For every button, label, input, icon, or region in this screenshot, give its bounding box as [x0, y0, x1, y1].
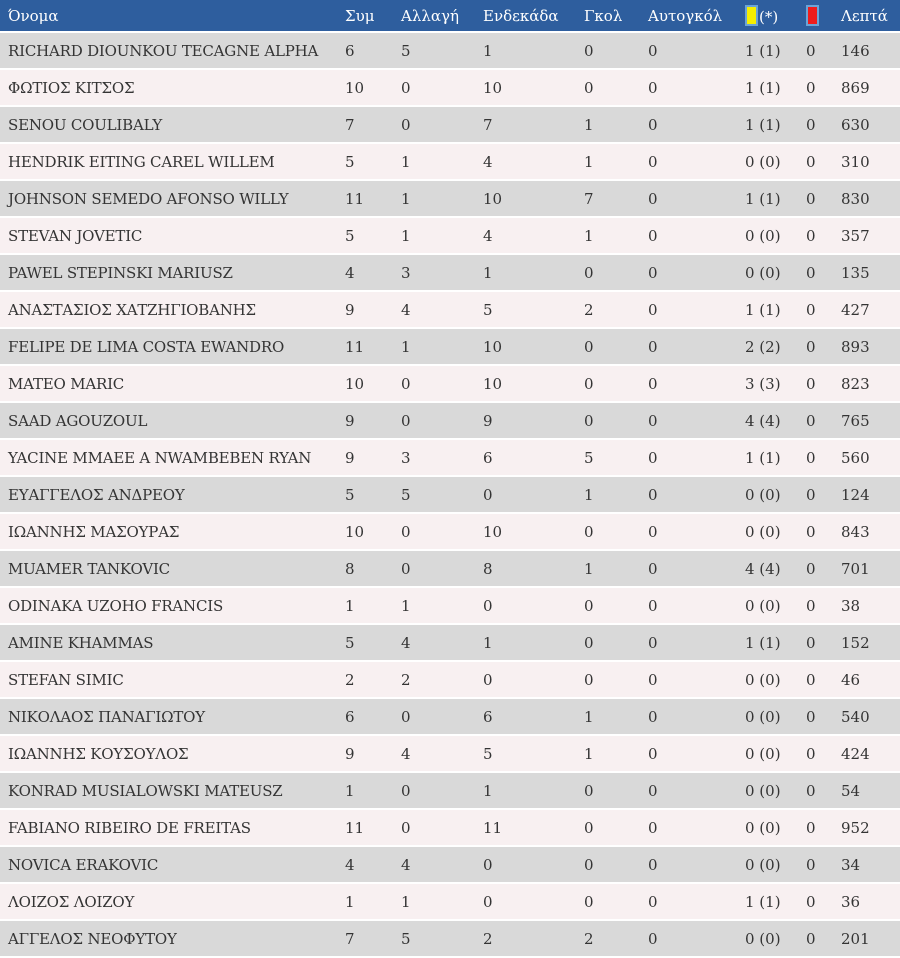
player-name-cell: YACINE MMAEE A NWAMBEBEN RYAN — [0, 440, 343, 475]
red-cards-cell: 0 — [804, 403, 839, 438]
substitutions-cell: 0 — [399, 773, 481, 808]
substitutions-cell: 0 — [399, 810, 481, 845]
player-name-cell: SAAD AGOUZOUL — [0, 403, 343, 438]
minutes-cell: 765 — [839, 403, 900, 438]
goals-cell: 0 — [582, 514, 646, 549]
appearances-cell: 11 — [343, 329, 399, 364]
player-name-cell: FELIPE DE LIMA COSTA EWANDRO — [0, 329, 343, 364]
yellow-cards-cell: 1 (1) — [743, 33, 804, 68]
red-cards-cell: 0 — [804, 33, 839, 68]
own-goals-cell: 0 — [646, 218, 743, 253]
own-goals-cell: 0 — [646, 625, 743, 660]
table-row — [0, 33, 900, 68]
yellow-cards-label: (*) — [759, 8, 779, 26]
own-goals-cell: 0 — [646, 255, 743, 290]
goals-cell: 0 — [582, 70, 646, 105]
table-row — [0, 292, 900, 327]
yellow-cards-cell: 3 (3) — [743, 366, 804, 401]
minutes-cell: 46 — [839, 662, 900, 697]
header-row — [0, 0, 900, 31]
starting-eleven-cell: 10 — [481, 366, 582, 401]
table-row — [0, 255, 900, 290]
player-name-cell: ΑΓΓΕΛΟΣ ΝΕΟΦΥΤΟΥ — [0, 921, 343, 956]
minutes-cell: 135 — [839, 255, 900, 290]
red-cards-cell: 0 — [804, 699, 839, 734]
goals-cell: 1 — [582, 736, 646, 771]
player-name-cell: STEFAN SIMIC — [0, 662, 343, 697]
appearances-cell: 5 — [343, 625, 399, 660]
own-goals-cell: 0 — [646, 440, 743, 475]
red-cards-cell: 0 — [804, 662, 839, 697]
starting-eleven-cell: 0 — [481, 662, 582, 697]
appearances-cell: 5 — [343, 218, 399, 253]
substitutions-cell: 0 — [399, 699, 481, 734]
minutes-cell: 124 — [839, 477, 900, 512]
yellow-cards-cell: 0 (0) — [743, 218, 804, 253]
appearances-cell: 9 — [343, 736, 399, 771]
own-goals-cell: 0 — [646, 588, 743, 623]
minutes-cell: 34 — [839, 847, 900, 882]
yellow-cards-cell: 4 (4) — [743, 403, 804, 438]
red-cards-cell: 0 — [804, 181, 839, 216]
substitutions-cell: 5 — [399, 921, 481, 956]
minutes-cell: 54 — [839, 773, 900, 808]
own-goals-cell: 0 — [646, 662, 743, 697]
appearances-cell: 11 — [343, 181, 399, 216]
goals-cell: 0 — [582, 588, 646, 623]
player-name-cell: ΕΥΑΓΓΕΛΟΣ ΑΝΔΡΕΟΥ — [0, 477, 343, 512]
player-name-cell: FABIANO RIBEIRO DE FREITAS — [0, 810, 343, 845]
table-row — [0, 736, 900, 771]
red-cards-cell: 0 — [804, 625, 839, 660]
goals-cell: 1 — [582, 551, 646, 586]
own-goals-cell: 0 — [646, 884, 743, 919]
yellow-cards-cell: 0 (0) — [743, 699, 804, 734]
goals-cell: 0 — [582, 33, 646, 68]
column-header-minutes: Λεπτά — [839, 0, 900, 31]
table-row — [0, 921, 900, 956]
red-cards-cell: 0 — [804, 884, 839, 919]
starting-eleven-cell: 1 — [481, 773, 582, 808]
yellow-cards-cell: 1 (1) — [743, 625, 804, 660]
red-cards-cell: 0 — [804, 477, 839, 512]
substitutions-cell: 1 — [399, 329, 481, 364]
minutes-cell: 952 — [839, 810, 900, 845]
goals-cell: 0 — [582, 625, 646, 660]
starting-eleven-cell: 5 — [481, 292, 582, 327]
substitutions-cell: 2 — [399, 662, 481, 697]
appearances-cell: 1 — [343, 773, 399, 808]
appearances-cell: 11 — [343, 810, 399, 845]
player-name-cell: ΙΩΑΝΝΗΣ ΚΟΥΣΟΥΛΟΣ — [0, 736, 343, 771]
appearances-cell: 5 — [343, 144, 399, 179]
starting-eleven-cell: 5 — [481, 736, 582, 771]
appearances-cell: 6 — [343, 33, 399, 68]
appearances-cell: 9 — [343, 292, 399, 327]
yellow-cards-cell: 0 (0) — [743, 255, 804, 290]
table-row — [0, 477, 900, 512]
red-cards-cell: 0 — [804, 70, 839, 105]
minutes-cell: 893 — [839, 329, 900, 364]
appearances-cell: 1 — [343, 884, 399, 919]
table-row — [0, 551, 900, 586]
red-cards-cell: 0 — [804, 514, 839, 549]
starting-eleven-cell: 2 — [481, 921, 582, 956]
yellow-cards-cell: 0 (0) — [743, 736, 804, 771]
substitutions-cell: 0 — [399, 70, 481, 105]
appearances-cell: 1 — [343, 588, 399, 623]
starting-eleven-cell: 11 — [481, 810, 582, 845]
own-goals-cell: 0 — [646, 477, 743, 512]
player-name-cell: HENDRIK EITING CAREL WILLEM — [0, 144, 343, 179]
red-cards-cell: 0 — [804, 329, 839, 364]
goals-cell: 1 — [582, 218, 646, 253]
yellow-cards-cell: 0 (0) — [743, 662, 804, 697]
appearances-cell: 5 — [343, 477, 399, 512]
goals-cell: 0 — [582, 773, 646, 808]
minutes-cell: 701 — [839, 551, 900, 586]
player-name-cell: ΝΙΚΟΛΑΟΣ ΠΑΝΑΓΙΩΤΟΥ — [0, 699, 343, 734]
minutes-cell: 38 — [839, 588, 900, 623]
yellow-cards-cell: 1 (1) — [743, 70, 804, 105]
player-name-cell: ΦΩΤΙΟΣ ΚΙΤΣΟΣ — [0, 70, 343, 105]
substitutions-cell: 4 — [399, 736, 481, 771]
column-header-name: Όνομα — [0, 0, 343, 31]
goals-cell: 0 — [582, 255, 646, 290]
minutes-cell: 146 — [839, 33, 900, 68]
player-name-cell: AMINE KHAMMAS — [0, 625, 343, 660]
starting-eleven-cell: 0 — [481, 588, 582, 623]
table-row — [0, 366, 900, 401]
appearances-cell: 10 — [343, 70, 399, 105]
column-header-goals: Γκολ — [582, 0, 646, 31]
minutes-cell: 36 — [839, 884, 900, 919]
minutes-cell: 427 — [839, 292, 900, 327]
appearances-cell: 2 — [343, 662, 399, 697]
minutes-cell: 630 — [839, 107, 900, 142]
own-goals-cell: 0 — [646, 699, 743, 734]
red-cards-cell: 0 — [804, 736, 839, 771]
table-row — [0, 773, 900, 808]
starting-eleven-cell: 1 — [481, 625, 582, 660]
substitutions-cell: 1 — [399, 181, 481, 216]
starting-eleven-cell: 10 — [481, 70, 582, 105]
table-row — [0, 847, 900, 882]
starting-eleven-cell: 8 — [481, 551, 582, 586]
appearances-cell: 7 — [343, 107, 399, 142]
substitutions-cell: 4 — [399, 292, 481, 327]
table-row — [0, 144, 900, 179]
minutes-cell: 152 — [839, 625, 900, 660]
appearances-cell: 10 — [343, 514, 399, 549]
substitutions-cell: 0 — [399, 107, 481, 142]
own-goals-cell: 0 — [646, 181, 743, 216]
goals-cell: 7 — [582, 181, 646, 216]
red-cards-cell: 0 — [804, 551, 839, 586]
yellow-card-icon — [745, 5, 758, 26]
substitutions-cell: 1 — [399, 218, 481, 253]
starting-eleven-cell: 0 — [481, 477, 582, 512]
starting-eleven-cell: 9 — [481, 403, 582, 438]
minutes-cell: 830 — [839, 181, 900, 216]
yellow-cards-cell: 1 (1) — [743, 884, 804, 919]
substitutions-cell: 0 — [399, 403, 481, 438]
starting-eleven-cell: 10 — [481, 329, 582, 364]
own-goals-cell: 0 — [646, 33, 743, 68]
column-header-starting-eleven: Ενδεκάδα — [481, 0, 582, 31]
table-row — [0, 181, 900, 216]
yellow-cards-cell: 0 (0) — [743, 588, 804, 623]
red-cards-cell: 0 — [804, 588, 839, 623]
appearances-cell: 8 — [343, 551, 399, 586]
red-card-icon — [806, 5, 819, 26]
own-goals-cell: 0 — [646, 70, 743, 105]
starting-eleven-cell: 4 — [481, 144, 582, 179]
table-row — [0, 440, 900, 475]
own-goals-cell: 0 — [646, 366, 743, 401]
player-name-cell: ΑΝΑΣΤΑΣΙΟΣ ΧΑΤΖΗΓΙΟΒΑΝΗΣ — [0, 292, 343, 327]
goals-cell: 1 — [582, 144, 646, 179]
table-row — [0, 70, 900, 105]
yellow-cards-cell: 0 (0) — [743, 921, 804, 956]
goals-cell: 1 — [582, 699, 646, 734]
starting-eleven-cell: 1 — [481, 255, 582, 290]
yellow-cards-cell: 0 (0) — [743, 810, 804, 845]
goals-cell: 5 — [582, 440, 646, 475]
player-name-cell: SENOU COULIBALY — [0, 107, 343, 142]
player-name-cell: ODINAKA UZOHO FRANCIS — [0, 588, 343, 623]
player-name-cell: JOHNSON SEMEDO AFONSO WILLY — [0, 181, 343, 216]
substitutions-cell: 5 — [399, 33, 481, 68]
player-name-cell: RICHARD DIOUNKOU TECAGNE ALPHA — [0, 33, 343, 68]
table-row — [0, 107, 900, 142]
minutes-cell: 869 — [839, 70, 900, 105]
red-cards-cell: 0 — [804, 107, 839, 142]
minutes-cell: 357 — [839, 218, 900, 253]
yellow-cards-cell: 0 (0) — [743, 477, 804, 512]
goals-cell: 0 — [582, 810, 646, 845]
column-header-red-cards — [804, 0, 839, 31]
own-goals-cell: 0 — [646, 551, 743, 586]
appearances-cell: 9 — [343, 403, 399, 438]
player-name-cell: STEVAN JOVETIC — [0, 218, 343, 253]
goals-cell: 1 — [582, 107, 646, 142]
minutes-cell: 560 — [839, 440, 900, 475]
starting-eleven-cell: 10 — [481, 514, 582, 549]
table-row — [0, 625, 900, 660]
starting-eleven-cell: 7 — [481, 107, 582, 142]
player-name-cell: ΙΩΑΝΝΗΣ ΜΑΣΟΥΡΑΣ — [0, 514, 343, 549]
starting-eleven-cell: 0 — [481, 847, 582, 882]
starting-eleven-cell: 6 — [481, 440, 582, 475]
appearances-cell: 6 — [343, 699, 399, 734]
minutes-cell: 823 — [839, 366, 900, 401]
player-name-cell: MUAMER TANKOVIC — [0, 551, 343, 586]
substitutions-cell: 1 — [399, 884, 481, 919]
starting-eleven-cell: 10 — [481, 181, 582, 216]
goals-cell: 0 — [582, 403, 646, 438]
red-cards-cell: 0 — [804, 218, 839, 253]
goals-cell: 2 — [582, 292, 646, 327]
substitutions-cell: 1 — [399, 588, 481, 623]
yellow-cards-cell: 0 (0) — [743, 514, 804, 549]
table-row — [0, 662, 900, 697]
substitutions-cell: 0 — [399, 366, 481, 401]
goals-cell: 0 — [582, 329, 646, 364]
red-cards-cell: 0 — [804, 255, 839, 290]
table-row — [0, 514, 900, 549]
substitutions-cell: 5 — [399, 477, 481, 512]
yellow-cards-cell: 2 (2) — [743, 329, 804, 364]
own-goals-cell: 0 — [646, 810, 743, 845]
starting-eleven-cell: 1 — [481, 33, 582, 68]
substitutions-cell: 4 — [399, 847, 481, 882]
own-goals-cell: 0 — [646, 403, 743, 438]
appearances-cell: 7 — [343, 921, 399, 956]
substitutions-cell: 3 — [399, 440, 481, 475]
appearances-cell: 4 — [343, 847, 399, 882]
column-header-substitutions: Αλλαγή — [399, 0, 481, 31]
goals-cell: 2 — [582, 921, 646, 956]
yellow-cards-cell: 1 (1) — [743, 181, 804, 216]
goals-cell: 0 — [582, 847, 646, 882]
substitutions-cell: 4 — [399, 625, 481, 660]
player-name-cell: PAWEL STEPINSKI MARIUSZ — [0, 255, 343, 290]
table-row — [0, 699, 900, 734]
table-row — [0, 810, 900, 845]
goals-cell: 0 — [582, 884, 646, 919]
starting-eleven-cell: 6 — [481, 699, 582, 734]
yellow-cards-cell: 4 (4) — [743, 551, 804, 586]
substitutions-cell: 0 — [399, 514, 481, 549]
appearances-cell: 9 — [343, 440, 399, 475]
column-header-yellow-cards — [743, 0, 804, 31]
yellow-cards-cell: 0 (0) — [743, 144, 804, 179]
column-header-own-goals: Αυτογκόλ — [646, 0, 743, 31]
substitutions-cell: 0 — [399, 551, 481, 586]
appearances-cell: 4 — [343, 255, 399, 290]
table-row — [0, 329, 900, 364]
starting-eleven-cell: 0 — [481, 884, 582, 919]
minutes-cell: 424 — [839, 736, 900, 771]
column-header-appearances: Συμ — [343, 0, 399, 31]
starting-eleven-cell: 4 — [481, 218, 582, 253]
table-row — [0, 588, 900, 623]
goals-cell: 1 — [582, 477, 646, 512]
red-cards-cell: 0 — [804, 366, 839, 401]
red-cards-cell: 0 — [804, 292, 839, 327]
player-name-cell: KONRAD MUSIALOWSKI MATEUSZ — [0, 773, 343, 808]
red-cards-cell: 0 — [804, 810, 839, 845]
own-goals-cell: 0 — [646, 107, 743, 142]
minutes-cell: 310 — [839, 144, 900, 179]
yellow-cards-cell: 0 (0) — [743, 773, 804, 808]
player-name-cell: ΛΟΙΖΟΣ ΛΟΙΖΟΥ — [0, 884, 343, 919]
yellow-cards-cell: 1 (1) — [743, 292, 804, 327]
red-cards-cell: 0 — [804, 773, 839, 808]
red-cards-cell: 0 — [804, 847, 839, 882]
goals-cell: 0 — [582, 366, 646, 401]
table-row — [0, 884, 900, 919]
table-row — [0, 403, 900, 438]
red-cards-cell: 0 — [804, 440, 839, 475]
player-name-cell: NOVICA ERAKOVIC — [0, 847, 343, 882]
yellow-cards-cell: 1 (1) — [743, 107, 804, 142]
own-goals-cell: 0 — [646, 292, 743, 327]
yellow-cards-cell: 0 (0) — [743, 847, 804, 882]
substitutions-cell: 3 — [399, 255, 481, 290]
red-cards-cell: 0 — [804, 921, 839, 956]
minutes-cell: 201 — [839, 921, 900, 956]
own-goals-cell: 0 — [646, 329, 743, 364]
minutes-cell: 540 — [839, 699, 900, 734]
own-goals-cell: 0 — [646, 144, 743, 179]
own-goals-cell: 0 — [646, 847, 743, 882]
own-goals-cell: 0 — [646, 773, 743, 808]
table-row — [0, 218, 900, 253]
red-cards-cell: 0 — [804, 144, 839, 179]
table-body — [0, 33, 900, 956]
appearances-cell: 10 — [343, 366, 399, 401]
own-goals-cell: 0 — [646, 514, 743, 549]
own-goals-cell: 0 — [646, 736, 743, 771]
minutes-cell: 843 — [839, 514, 900, 549]
player-name-cell: MATEO MARIC — [0, 366, 343, 401]
substitutions-cell: 1 — [399, 144, 481, 179]
yellow-cards-cell: 1 (1) — [743, 440, 804, 475]
goals-cell: 0 — [582, 662, 646, 697]
own-goals-cell: 0 — [646, 921, 743, 956]
